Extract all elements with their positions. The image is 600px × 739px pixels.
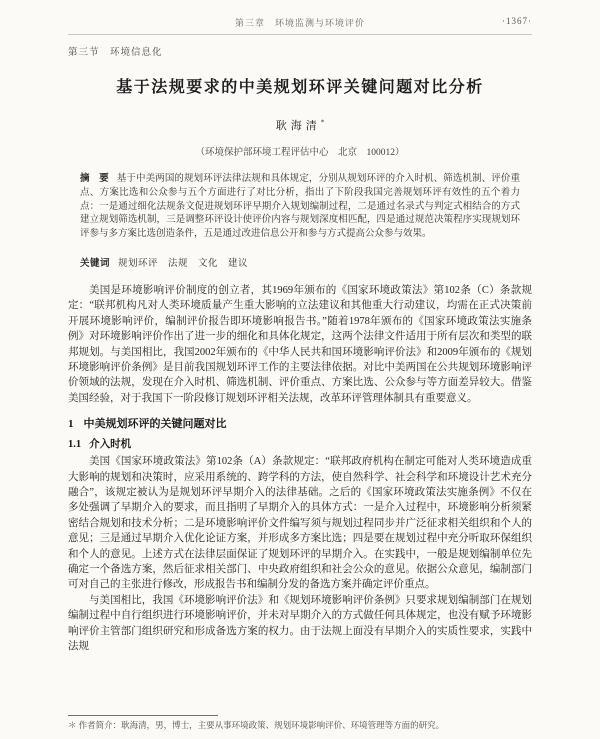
intro-paragraph: 美国是环境影响评价制度的创立者，其1969年颁布的《国家环境政策法》第102条（C）条款规定：“联邦机构凡对人类环境质量产生重大影响的立法建议和其他重大行动建议，均需在正式决策前开展环境影响评价，编制评价报告即环境影响报告书。”随着1978年颁布的《国家环境政策法实施条例》对环境影响评价作出了进一步的细化和具体化规定，这两个法律文件适用于所有层次和类型的联邦规划。与美国相比，我国2002年颁布的《中华人民共和国环境影响评价法》和2009年颁布的《规划环境影响评价条例》是目前我国规划环评工作的主要法律依据。对比中美两国在公共规划环境影响评价领域的法规，发现在介入时机、筛选机制、评价重点、方案比选、公众参与等方面差异较大。借鉴美国经验，对于我国下一阶段修订规划环评相关法规，改革环评管理体制具有重要意义。 (68, 284, 532, 404)
footnote-area (68, 715, 532, 731)
keywords-line (80, 255, 520, 269)
section-1-1-paragraph-2: 与美国相比，我国《环境影响评价法》和《规划环境影响评价条例》只要求规划编制部门在规划编制过程中自行组织进行环境影响评价，并未对早期介入的方式做任何具体规定，也没有赋予环境影响评价主管部门组织研究和形成备选方案的权力。由于法规上面没有早期介入的实质性要求，实践中法规 (68, 594, 532, 653)
section-1-title: 中美规划环评的关键问题对比 (83, 418, 227, 431)
section-1-1-title: 介入时机 (89, 439, 132, 451)
abstract-block (80, 173, 520, 242)
author-bio-footnote: ＊ 作者简介：耿海清，男，博士，主要从事环境政策、规划环境影响评价、环境管理等方面的研究。 (68, 720, 445, 730)
keywords-label: 关键词 (80, 258, 111, 269)
abstract-text: 基于中美两国的规划环评法律法规和具体规定，分别从规划环评的介入时机、筛选机制、评价重点、方案比选和公众参与五个方面进行了对比分析，指出了下阶段我国完善规划环评有效性的五个着力点：一是通过细化法规条文促进规划环评早期介入规划编制过程，二是通过名录式与判定式相结合的方式建立规划筛选机制，三是调整环评设计使评价内容与规划深度相匹配，四是通过规范决策程序实现规划环评参与多方案比选创造条件，五是通过改进信息公开和参与方式提高公众参与效果。 (80, 174, 520, 240)
abstract-label: 摘 要 (80, 174, 109, 184)
body-text (68, 283, 532, 655)
running-header (68, 16, 532, 35)
section-1-number: 1 (68, 418, 74, 431)
author-footnote-mark: * (320, 118, 325, 127)
author-name (68, 117, 532, 133)
section-1-heading (68, 415, 532, 431)
paper-title: 基于法规要求的中美规划环评关键问题对比分析 (116, 79, 484, 96)
section-label: 第三节 环境信息化 (68, 48, 163, 58)
section-1-1-number: 1.1 (68, 439, 82, 451)
running-head-chapter: 第三章 环境监测与环境评价 (234, 18, 365, 28)
section-1-1-paragraph-1: 美国《国家环境政策法》第102条（A）条款规定：“联邦政府机构在制定可能对人类环境造成重大影响的规划和决策时，应采用系统的、跨学科的方法，使自然科学、社会科学和环境设计艺术充分融合”，该规定被认为是规划环评早期介入的法律基础。之后的《国家环境政策法实施条例》不仅在多处强调了早期介入的要求，而且指明了早期介入的具体方式：一是介入过程中，环境影响分析须紧密结合规划和技术分析；二是环境影响评价文件编写须与规划过程同步并广泛征求相关组织和个人的意见；三是通过早期介入优化论证方案，并形成多方案比选；四是要在规划过程中充分听取环保组织和个人的意见。上述方式在法律层面保证了规划环评的早期介入。在实践中，一般是规划编制单位先确定一个备选方案，然后征求相关部门、中央政府组织和社会公众的意见。依据公众意见，编制部门可对自己的主张进行修改，形成报告书和编制分发的备选方案并确定评价重点。 (68, 456, 532, 591)
section-1-1-heading (68, 436, 532, 451)
author-text: 耿海清 (275, 120, 321, 132)
keywords-text: 规划环评 法规 文化 建议 (118, 258, 249, 269)
page-number: ·1367· (502, 16, 532, 26)
affiliation: （环境保护部环境工程评估中心 北京 100012） (195, 148, 405, 158)
footnote-divider (68, 715, 218, 716)
